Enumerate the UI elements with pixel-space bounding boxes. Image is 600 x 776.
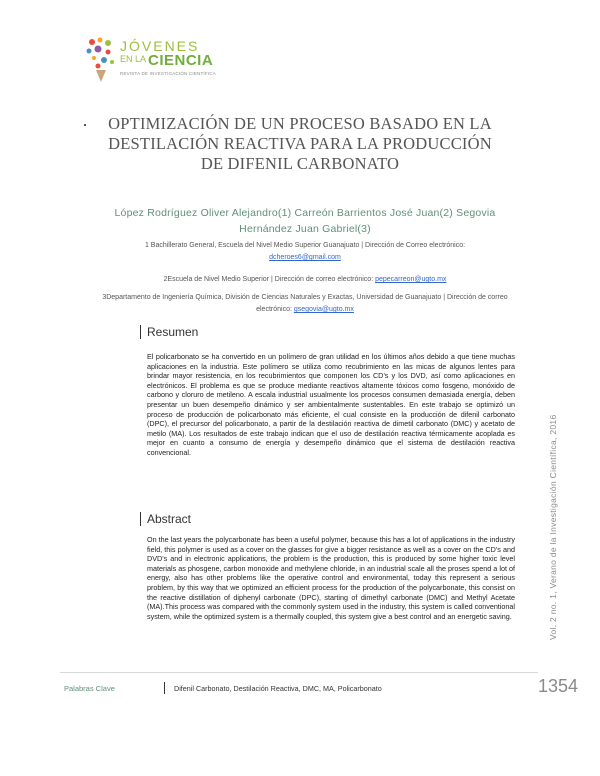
affiliation-2: [100, 274, 510, 286]
abstract-heading-bar: [140, 512, 141, 526]
logo-subtitle: REVISTA DE INVESTIGACIÓN CIENTÍFICA: [120, 71, 216, 76]
authors: López Rodríguez Oliver Alejandro(1) Carreón Barrientos José Juan(2) Segovia Hernández Juan Gabriel(3): [114, 207, 496, 235]
affiliation-3-text: 3Departamento de Ingeniería Química, División de Ciencias Naturales y Exactas, Universidad de Guanajuato | Dirección de correo electrónico:: [102, 294, 508, 313]
resumen-heading: Resumen: [147, 325, 199, 339]
logo-word-jovenes: JÓVENES: [120, 38, 200, 54]
journal-logo: [84, 36, 214, 88]
logo-dot: [84, 124, 86, 126]
affiliation-1-text: 1 Bachillerato General, Escuela del Nivel Medio Superior Guanajuato | Dirección de Correo electrónico:: [144, 242, 466, 249]
footer-divider: [60, 672, 538, 673]
affiliation-1-email-link[interactable]: dcheroes6@gmail.com: [269, 254, 341, 261]
logo-tree-icon: [84, 36, 124, 88]
journal-volume-sidebar: Vol. 2 no. 1, Verano de la Investigación Científica, 2016: [548, 414, 558, 640]
keywords-divider: [164, 682, 165, 694]
paper-title: OPTIMIZACIÓN DE UN PROCESO BASADO EN LA DESTILACIÓN REACTIVA PARA LA PRODUCCIÓN DE DIFENIL CARBONATO: [108, 114, 492, 173]
logo-word-ciencia: CIENCIA: [148, 52, 214, 69]
abstract-heading: Abstract: [147, 512, 192, 526]
affiliation-3-email-link[interactable]: gsegovia@ugto.mx: [293, 306, 354, 313]
resumen-body: El policarbonato se ha convertido en un polímero de gran utilidad en los últimos años debido a que tiene muchas aplicaciones en la industria. Este polímero se utiliza como recubrimiento en las micas de algunos lentes para brindar mayor resistencia, en los recubrimientos que componen los CD’s y los DVD, así como aplicaciones en electrónicos. El problema es que se produce mediante reactivos altamente tóxicos como fosgeno, monóxido de carbono y cloruro de metileno. A escala industrial usualmente los procesos consumen demasiada energía, deben presentar un buen desempeño dinámico y ser ambientalmente sustentables. En este trabajo se optimizó un proceso de producción de policarbonato más eficiente, el cual consiste en la producción de difenil carbonato (DPC), el precursor del policarbonato, a partir de la destilación reactiva de dimetil carbonato (DMC) y acetato de metilo (MA). Los resultados de este trabajo indican que el uso de destilación reactiva térmicamente acoplada es mejor en cuanto a consumo de energía y desempeño dinámico que el sistema de destilación reactiva convencional.: [147, 352, 515, 457]
affiliation-3: [100, 292, 510, 316]
page-number: 1354: [538, 676, 579, 696]
keywords-label: Palabras Clave: [64, 684, 115, 693]
keywords-value: Difenil Carbonato, Destilación Reactiva, DMC, MA, Policarbonato: [174, 684, 382, 693]
logo-word-en-la: EN LA: [120, 54, 147, 64]
affiliation-2-email-link[interactable]: pepecarreon@ugto.mx: [375, 276, 447, 283]
affiliation-2-text: 2Escuela de Nivel Medio Superior | Dirección de correo electrónico:: [163, 276, 374, 283]
affiliation-1: [100, 240, 510, 264]
resumen-heading-bar: [140, 325, 141, 339]
abstract-body: On the last years the polycarbonate has been a useful polymer, because this has a lot of applications in the industry field, this polymer is used as a cover on the glasses for give a bigger resistance as well as a cover on the CD’s and DVD’s and in electronic applications, the problem is the production, this is produced by some higher toxic level materials as phosgene, carbon monoxide and methylene chloride, in an industrial scale all the proses spend a lot of energy, also has other problems like the operative control and environmental, today this represent a serious problem, by this way that we optimized an efficient process for the production of the polycarbonate, this consist on the reactive distillation of diphenyl carbonate (DPC), starting of dimethyl carbonate (DMC) and Methyl Acetate (MA).This process was compared with the commonly system used in the industry, this system is called conventional system, while the optimized system is a thermally coupled, this system give a best control and an energetic saving.: [147, 535, 515, 621]
